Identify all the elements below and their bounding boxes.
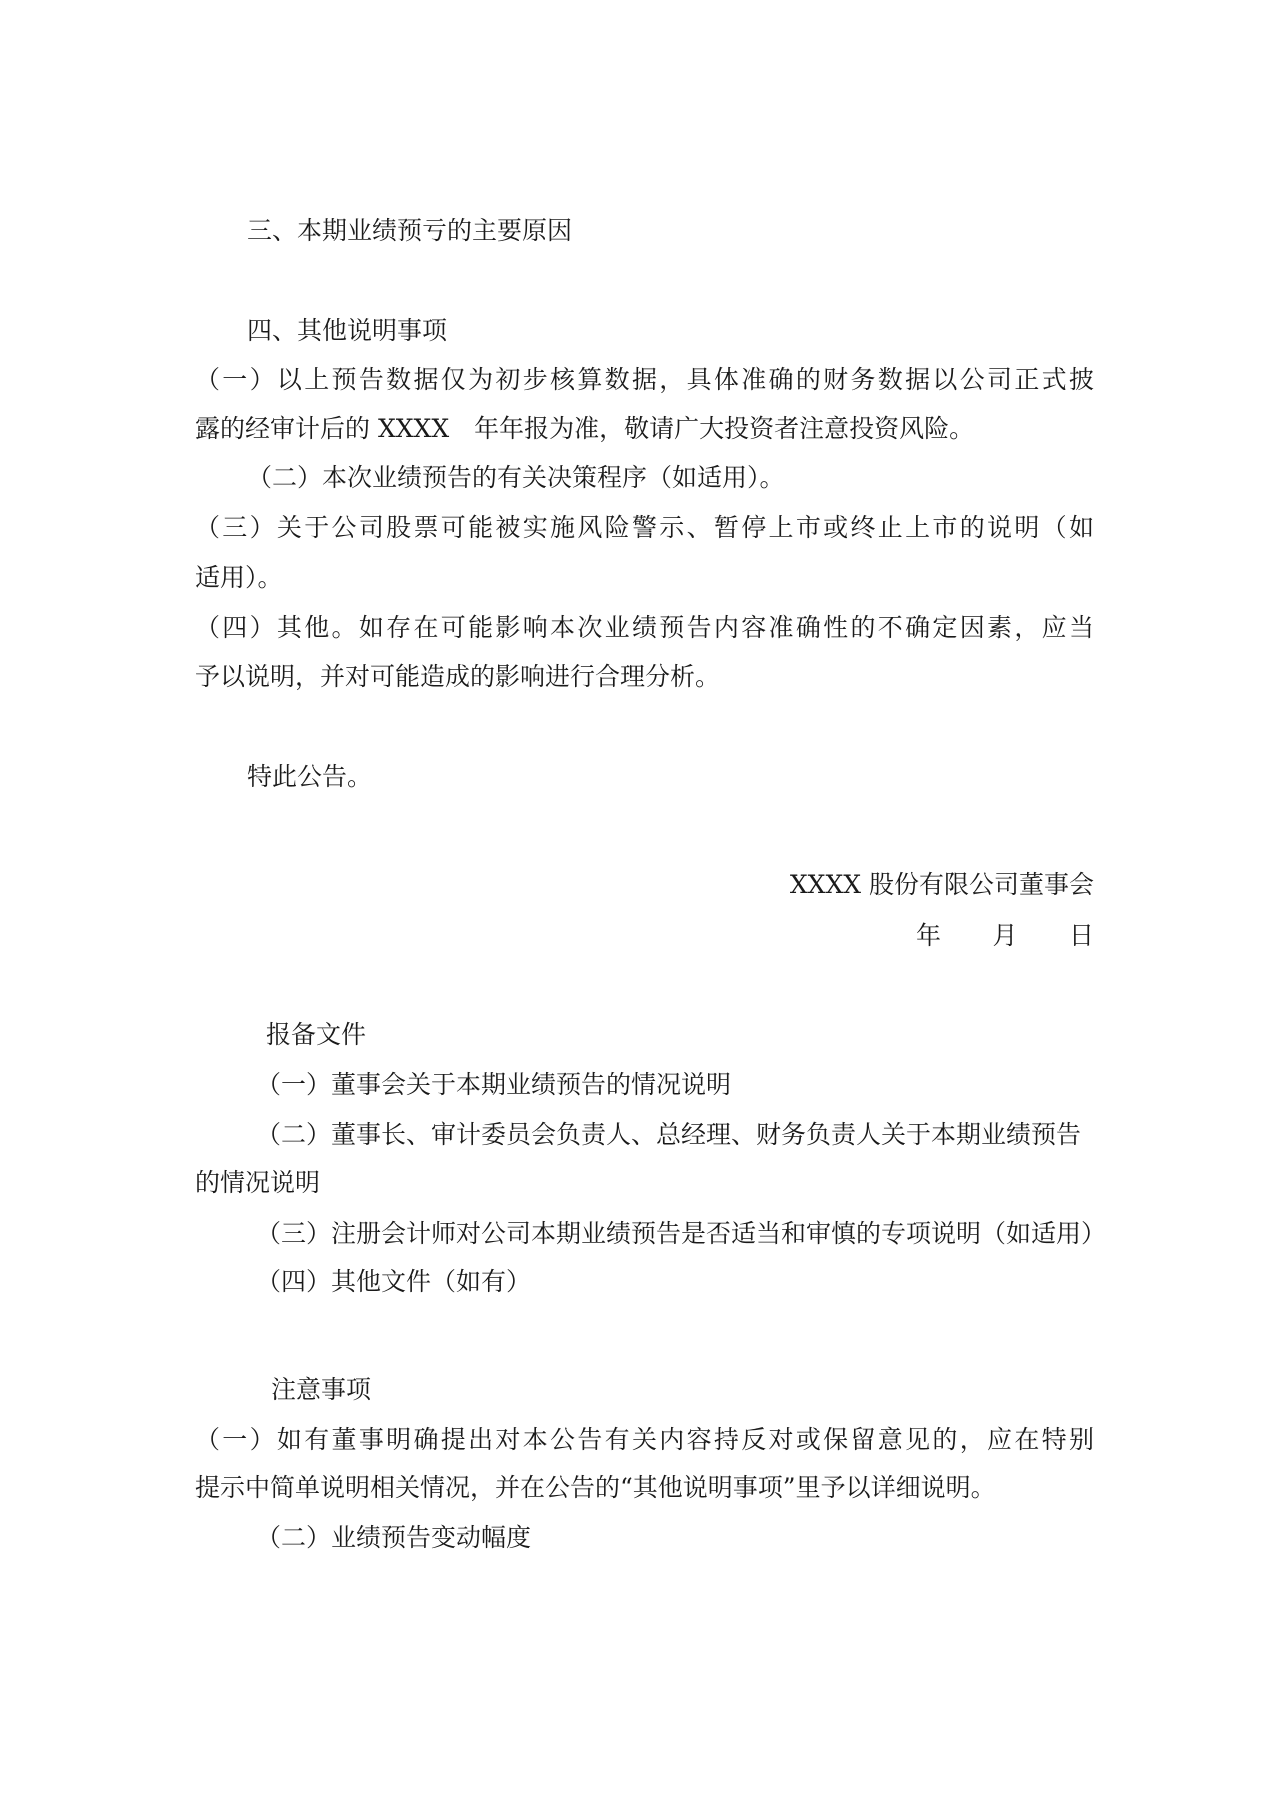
paragraph-other-4-line1: （四）其他。如存在可能影响本次业绩预告内容准确性的不确定因素，应当 — [195, 613, 1094, 642]
date-month-label: 月 — [992, 921, 1018, 950]
filing-item-2-line1: （二）董事长、审计委员会负责人、总经理、财务负责人关于本期业绩预告 — [256, 1120, 1082, 1149]
paragraph-other-4-line2: 予以说明，并对可能造成的影响进行合理分析。 — [195, 662, 721, 691]
notes-heading: 注意事项 — [271, 1375, 372, 1404]
filing-item-1: （一）董事会关于本期业绩预告的情况说明 — [256, 1070, 732, 1099]
signature-date — [916, 918, 1094, 954]
paragraph-other-2: （二）本次业绩预告的有关决策程序（如适用）。 — [247, 463, 785, 492]
paragraph-other-1-line1: （一）以上预告数据仅为初步核算数据，具体准确的财务数据以公司正式披 — [195, 365, 1094, 394]
paragraph-other-3-line1: （三）关于公司股票可能被实施风险警示、暂停上市或终止上市的说明（如 — [195, 513, 1094, 542]
date-day-label: 日 — [1068, 921, 1094, 950]
date-year-label: 年 — [916, 921, 942, 950]
section-heading-reasons: 三、本期业绩预亏的主要原因 — [247, 216, 573, 245]
filing-item-4: （四）其他文件（如有） — [256, 1267, 532, 1296]
filing-item-2-line2: 的情况说明 — [195, 1168, 321, 1197]
note-item-2: （二）业绩预告变动幅度 — [256, 1523, 532, 1552]
note-item-1-line1: （一）如有董事明确提出对本公告有关内容持反对或保留意见的，应在特别 — [195, 1425, 1094, 1454]
signature-company: XXXX 股份有限公司董事会 — [789, 870, 1094, 899]
filings-heading: 报备文件 — [266, 1020, 367, 1049]
paragraph-other-1-line2: 露的经审计后的 XXXX 年年报为准，敬请广大投资者注意投资风险。 — [195, 414, 975, 443]
paragraph-other-3-line2: 适用）。 — [195, 563, 283, 592]
closing-text: 特此公告。 — [247, 762, 373, 791]
filing-item-3: （三）注册会计师对公司本期业绩预告是否适当和审慎的专项说明（如适用） — [256, 1219, 1107, 1248]
note-item-1-line2: 提示中简单说明相关情况，并在公告的“其他说明事项”里予以详细说明。 — [195, 1473, 996, 1502]
section-heading-other-notes: 四、其他说明事项 — [247, 316, 448, 345]
